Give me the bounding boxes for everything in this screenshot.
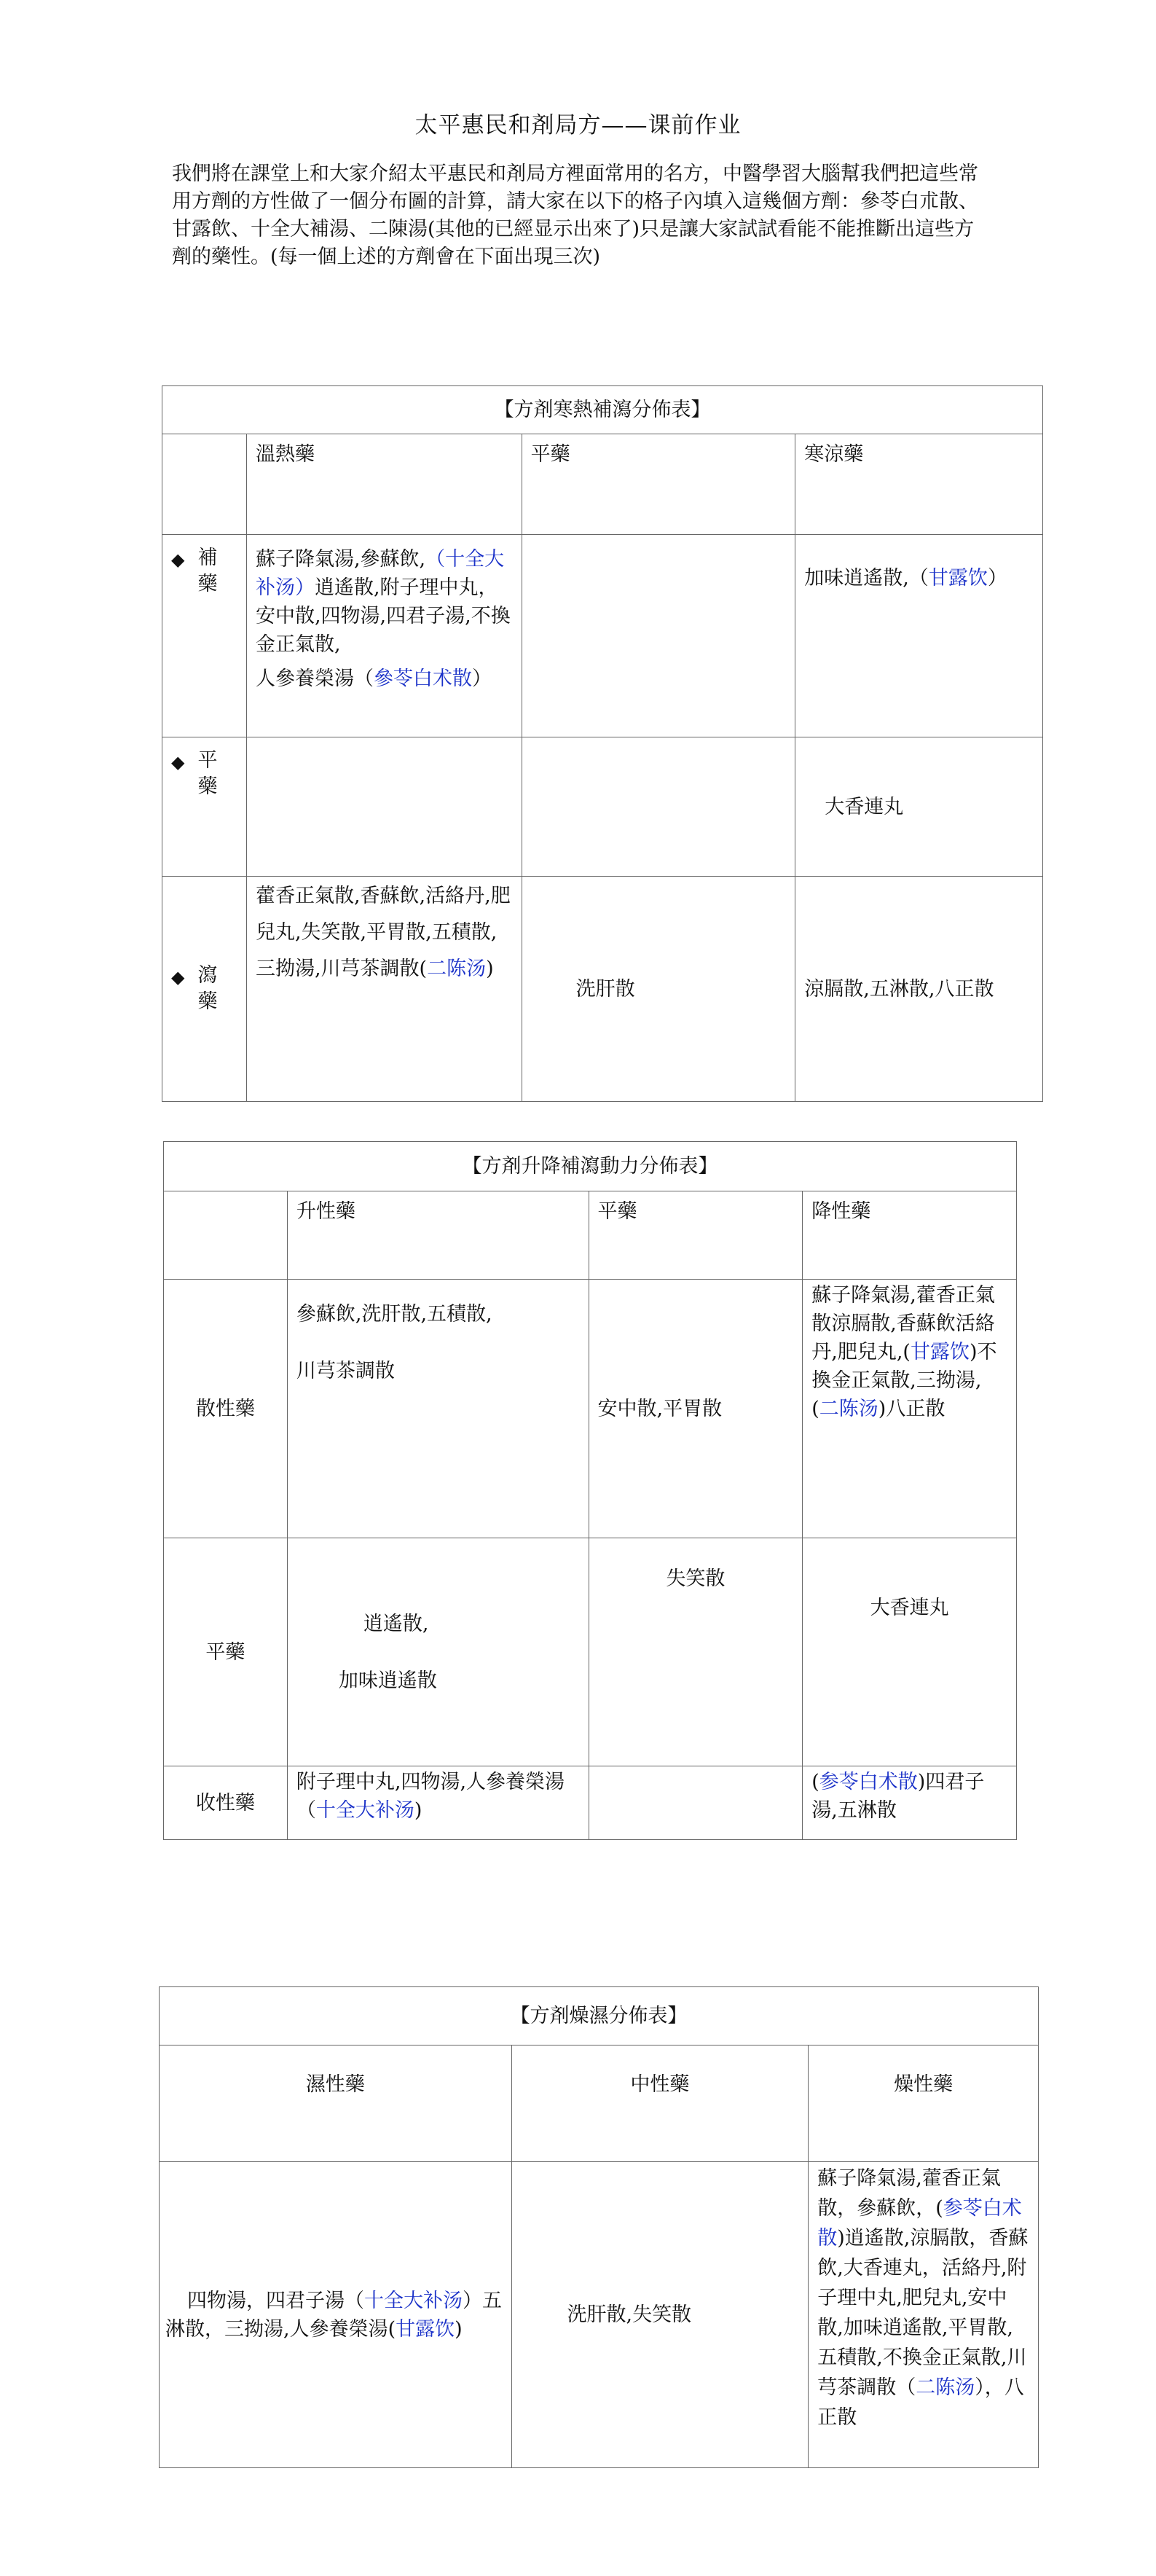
table1-purge-neutral-cell: 洗肝散	[522, 877, 795, 1102]
table1-row-purge-label: ◆ 瀉 藥	[162, 877, 247, 1102]
highlight-formula: 參苓白术散	[373, 668, 472, 690]
table2-astringe-up-cell: 附子理中丸,四物湯,人參養榮湯（十全大补汤)	[287, 1766, 589, 1840]
highlight-formula: 甘露饮	[928, 567, 988, 590]
table1-col-warm: 溫熱藥	[246, 434, 522, 535]
highlight-formula: （十全大补汤）	[255, 548, 505, 599]
table3-col-neutral: 中性藥	[511, 2045, 809, 2162]
diamond-icon: ◆	[171, 752, 185, 772]
table1-tonify-warm-cell: 蘇子降氣湯,參蘇飲,（十全大补汤）逍遙散,附子理中丸，安中散,四物湯,四君子湯,不換金正氣散, 人參養榮湯（參苓白术散）	[246, 535, 522, 737]
table2-neutral-up-cell: 逍遙散, 加味逍遙散	[287, 1538, 589, 1766]
dry-damp-table	[159, 1986, 1039, 2468]
highlight-formula: 甘露饮	[910, 1341, 970, 1363]
highlight-formula: 甘露饮	[396, 2317, 455, 2341]
highlight-formula: 二陈汤	[819, 1398, 878, 1420]
table1-row-tonify-label: ◆ 補 藥	[162, 535, 247, 737]
table3-caption: 【方剤燥濕分佈表】	[160, 1987, 1039, 2045]
highlight-formula: 参苓白术散	[819, 1771, 918, 1793]
table1-corner	[162, 434, 247, 535]
table2-col-down: 降性藥	[803, 1191, 1017, 1280]
table2-caption: 【方剤升降補瀉動力分佈表】	[164, 1142, 1017, 1191]
cold-heat-table	[162, 385, 1043, 1102]
table1-neutral-warm-cell	[246, 737, 522, 877]
highlight-formula: 十全大补汤	[364, 2289, 463, 2312]
table3-wet-cell: 四物湯，四君子湯（十全大补汤）五淋散，三拗湯,人參養榮湯(甘露饮)	[160, 2162, 512, 2468]
page-title: 太平惠民和剤局方——课前作业	[414, 112, 742, 138]
table3-neutral-cell: 洗肝散,失笑散	[511, 2162, 809, 2468]
table1-tonify-neutral-cell	[522, 535, 795, 737]
table2-astringe-down-cell: (参苓白术散)四君子湯,五淋散	[803, 1766, 1017, 1840]
table2-col-up: 升性藥	[287, 1191, 589, 1280]
table2-neutral-neutral-cell: 失笑散	[589, 1538, 803, 1766]
highlight-formula: 参苓白术散	[817, 2197, 1022, 2250]
diamond-icon: ◆	[171, 967, 185, 987]
table2-row-astringe-label: 收性藥	[164, 1766, 288, 1840]
diamond-icon: ◆	[171, 549, 185, 570]
highlight-formula: 二陈汤	[427, 958, 487, 980]
table2-disperse-neutral-cell: 安中散,平胃散	[589, 1280, 803, 1538]
table2-astringe-neutral-cell	[589, 1766, 803, 1840]
table2-neutral-down-cell: 大香連丸	[803, 1538, 1017, 1766]
table1-col-cold: 寒涼藥	[795, 434, 1043, 535]
table2-row-disperse-label: 散性藥	[164, 1280, 288, 1538]
highlight-formula: 十全大补汤	[315, 1799, 414, 1822]
table3-dry-cell: 蘇子降氣湯,藿香正氣散，參蘇飲，(参苓白术散)逍遙散,涼膈散，香蘇飲,大香連丸，活絡丹,附子理中丸,肥兒丸,安中散,加味逍遙散,平胃散,五積散,不換金正氣散,川芎茶調散（二陈汤），八正散	[809, 2162, 1039, 2468]
table2-col-neutral: 平藥	[589, 1191, 803, 1280]
table1-col-neutral: 平藥	[522, 434, 795, 535]
table1-neutral-cold-cell: 大香連丸	[795, 737, 1043, 877]
table1-caption: 【方剤寒熱補瀉分佈表】	[162, 386, 1043, 434]
table2-disperse-down-cell: 蘇子降氣湯,藿香正氣散涼膈散,香蘇飲活絡丹,肥兒丸,(甘露饮)不換金正氣散,三拗湯,(二陈汤)八正散	[803, 1280, 1017, 1538]
highlight-formula: 二陈汤	[916, 2376, 975, 2399]
table1-neutral-neutral-cell	[522, 737, 795, 877]
table2-disperse-up-cell: 參蘇飲,洗肝散,五積散, 川芎茶調散	[287, 1280, 589, 1538]
table3-col-wet: 濕性藥	[160, 2045, 512, 2162]
table3-col-dry: 燥性藥	[809, 2045, 1039, 2162]
table1-row-neutral-label: ◆ 平 藥	[162, 737, 247, 877]
table1-purge-warm-cell: 藿香正氣散,香蘇飲,活絡丹,肥兒丸,失笑散,平胃散,五積散,三拗湯,川芎茶調散(二陈汤)	[246, 877, 522, 1102]
table2-row-neutral-label: 平藥	[164, 1538, 288, 1766]
table2-corner	[164, 1191, 288, 1280]
table1-tonify-cold-cell: 加味逍遙散,（甘露饮）	[795, 535, 1043, 737]
table1-purge-cold-cell: 涼膈散,五淋散,八正散	[795, 877, 1043, 1102]
ascend-descend-table	[163, 1141, 1017, 1840]
intro-paragraph: 我們將在課堂上和大家介紹太平惠民和剤局方裡面常用的名方，中醫學習大腦幫我們把這些常用方劑的方性做了一個分布圖的計算，請大家在以下的格子內填入這幾個方劑：參苓白朮散、甘露飲、十全大補湯、二陳湯(其他的已經显示出來了)只是讓大家試試看能不能推斷出這些方劑的藥性。(每一個上述的方劑會在下面出現三次)	[172, 163, 978, 268]
